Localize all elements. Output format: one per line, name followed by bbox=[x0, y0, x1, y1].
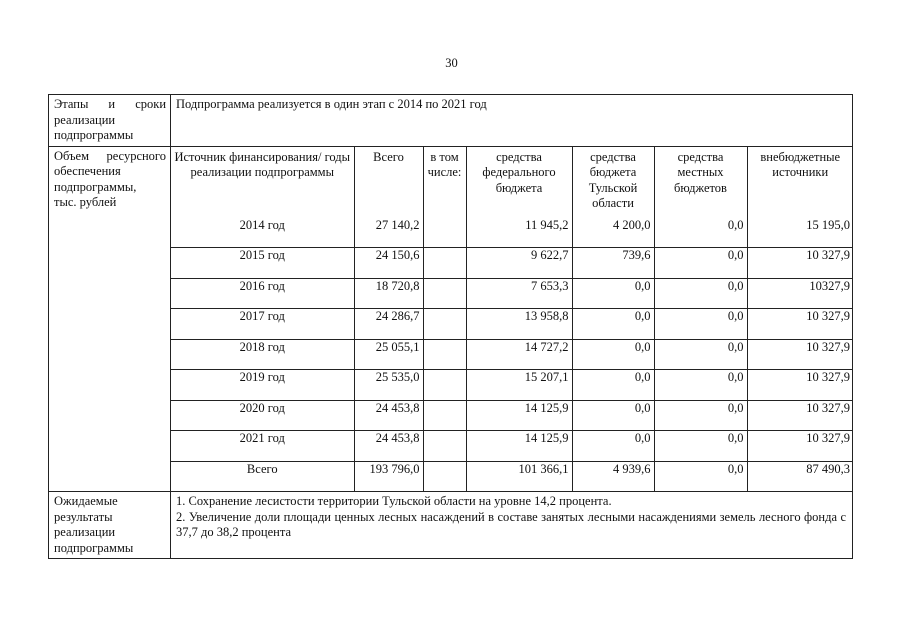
row-local: 0,0 bbox=[654, 278, 747, 309]
row-regional: 0,0 bbox=[572, 309, 654, 340]
header-federal: средства федерального бюджета bbox=[466, 147, 572, 218]
row-including bbox=[423, 431, 466, 462]
row-total: 18 720,8 bbox=[354, 278, 423, 309]
row-regional: 4 200,0 bbox=[572, 218, 654, 248]
row-federal: 14 125,9 bbox=[466, 431, 572, 462]
financing-row bbox=[171, 431, 853, 462]
header-local: средства местных бюджетов bbox=[654, 147, 747, 218]
header-extra: внебюджетные источники bbox=[747, 147, 853, 218]
row-including bbox=[423, 248, 466, 279]
header-including: в том числе: bbox=[423, 147, 466, 218]
financing-row bbox=[171, 248, 853, 279]
stages-label bbox=[49, 95, 171, 147]
row-year: 2014 год bbox=[171, 218, 354, 248]
page-number: 30 bbox=[445, 56, 458, 70]
results-label-line-1: Ожидаемые bbox=[54, 494, 118, 508]
row-extra: 10 327,9 bbox=[747, 400, 853, 431]
row-regional: 0,0 bbox=[572, 278, 654, 309]
financing-cell bbox=[171, 146, 853, 492]
row-including bbox=[423, 400, 466, 431]
row-year: 2015 год bbox=[171, 248, 354, 279]
row-local: 0,0 bbox=[654, 339, 747, 370]
row-extra: 10 327,9 bbox=[747, 431, 853, 462]
row-extra: 15 195,0 bbox=[747, 218, 853, 248]
row-total: 24 453,8 bbox=[354, 431, 423, 462]
header-total: Всего bbox=[354, 147, 423, 218]
financing-row bbox=[171, 309, 853, 340]
row-regional: 739,6 bbox=[572, 248, 654, 279]
row-local: 0,0 bbox=[654, 370, 747, 401]
row-regional: 0,0 bbox=[572, 339, 654, 370]
row-including bbox=[423, 461, 466, 491]
row-year: 2016 год bbox=[171, 278, 354, 309]
stages-label-line-3: подпрограммы bbox=[54, 128, 134, 142]
row-federal: 7 653,3 bbox=[466, 278, 572, 309]
row-extra: 10 327,9 bbox=[747, 339, 853, 370]
financing-row bbox=[171, 218, 853, 248]
row-local: 0,0 bbox=[654, 431, 747, 462]
row-total: 25 535,0 bbox=[354, 370, 423, 401]
row-year: Всего bbox=[171, 461, 354, 491]
financing-row bbox=[171, 461, 853, 491]
stages-row bbox=[49, 95, 853, 147]
row-total: 24 286,7 bbox=[354, 309, 423, 340]
row-federal: 14 727,2 bbox=[466, 339, 572, 370]
row-federal: 15 207,1 bbox=[466, 370, 572, 401]
financing-row bbox=[171, 370, 853, 401]
header-source: Источник финансирования/ годы реализации подпрограммы bbox=[171, 147, 354, 218]
resources-label bbox=[49, 146, 171, 492]
results-label-line-3: реализации bbox=[54, 525, 116, 539]
row-extra: 10 327,9 bbox=[747, 248, 853, 279]
financing-table bbox=[171, 147, 853, 492]
results-label bbox=[49, 492, 171, 559]
row-extra: 87 490,3 bbox=[747, 461, 853, 491]
results-label-line-4: подпрограммы bbox=[54, 540, 134, 555]
row-including bbox=[423, 339, 466, 370]
row-year: 2020 год bbox=[171, 400, 354, 431]
financing-row bbox=[171, 339, 853, 370]
resources-row bbox=[49, 146, 853, 492]
stages-value: Подпрограмма реализуется в один этап с 2014 по 2021 год bbox=[171, 95, 853, 147]
resources-label-line-4: тыс. рублей bbox=[54, 195, 117, 209]
results-row bbox=[49, 492, 853, 559]
row-including bbox=[423, 309, 466, 340]
results-label-line-2: результаты bbox=[54, 509, 113, 524]
row-including bbox=[423, 278, 466, 309]
row-year: 2021 год bbox=[171, 431, 354, 462]
row-extra: 10 327,9 bbox=[747, 309, 853, 340]
row-year: 2018 год bbox=[171, 339, 354, 370]
row-regional: 0,0 bbox=[572, 431, 654, 462]
row-total: 25 055,1 bbox=[354, 339, 423, 370]
row-total: 24 150,6 bbox=[354, 248, 423, 279]
row-federal: 13 958,8 bbox=[466, 309, 572, 340]
stages-label-line-1: Этапы и сроки bbox=[54, 97, 167, 111]
resources-label-line-3: подпрограммы, bbox=[54, 179, 137, 194]
row-extra: 10 327,9 bbox=[747, 370, 853, 401]
row-including bbox=[423, 370, 466, 401]
row-total: 24 453,8 bbox=[354, 400, 423, 431]
row-regional: 0,0 bbox=[572, 400, 654, 431]
row-federal: 14 125,9 bbox=[466, 400, 572, 431]
resources-label-line-2: обеспечения bbox=[54, 164, 121, 178]
row-local: 0,0 bbox=[654, 309, 747, 340]
row-total: 27 140,2 bbox=[354, 218, 423, 248]
row-local: 0,0 bbox=[654, 400, 747, 431]
header-regional: средства бюджета Тульской области bbox=[572, 147, 654, 218]
row-local: 0,0 bbox=[654, 218, 747, 248]
row-local: 0,0 bbox=[654, 248, 747, 279]
result-item-2: 2. Увеличение доли площади ценных лесных насаждений в составе занятых лесными насаждениями земель лесного фонда с 37,7 до 38,2 процента bbox=[176, 509, 846, 539]
stages-label-line-2: реализации bbox=[54, 112, 116, 127]
row-year: 2017 год bbox=[171, 309, 354, 340]
row-regional: 4 939,6 bbox=[572, 461, 654, 491]
financing-header-row bbox=[171, 147, 853, 218]
subprogram-passport-table bbox=[48, 94, 853, 559]
row-federal: 11 945,2 bbox=[466, 218, 572, 248]
row-year: 2019 год bbox=[171, 370, 354, 401]
row-federal: 101 366,1 bbox=[466, 461, 572, 491]
results-value bbox=[171, 492, 853, 559]
financing-row bbox=[171, 400, 853, 431]
row-total: 193 796,0 bbox=[354, 461, 423, 491]
row-extra: 10327,9 bbox=[747, 278, 853, 309]
resources-label-line-1: Объем ресурсного bbox=[54, 148, 166, 163]
row-local: 0,0 bbox=[654, 461, 747, 491]
row-regional: 0,0 bbox=[572, 370, 654, 401]
row-federal: 9 622,7 bbox=[466, 248, 572, 279]
result-item-1: 1. Сохранение лесистости территории Тульской области на уровне 14,2 процента. bbox=[176, 494, 612, 508]
row-including bbox=[423, 218, 466, 248]
financing-row bbox=[171, 278, 853, 309]
